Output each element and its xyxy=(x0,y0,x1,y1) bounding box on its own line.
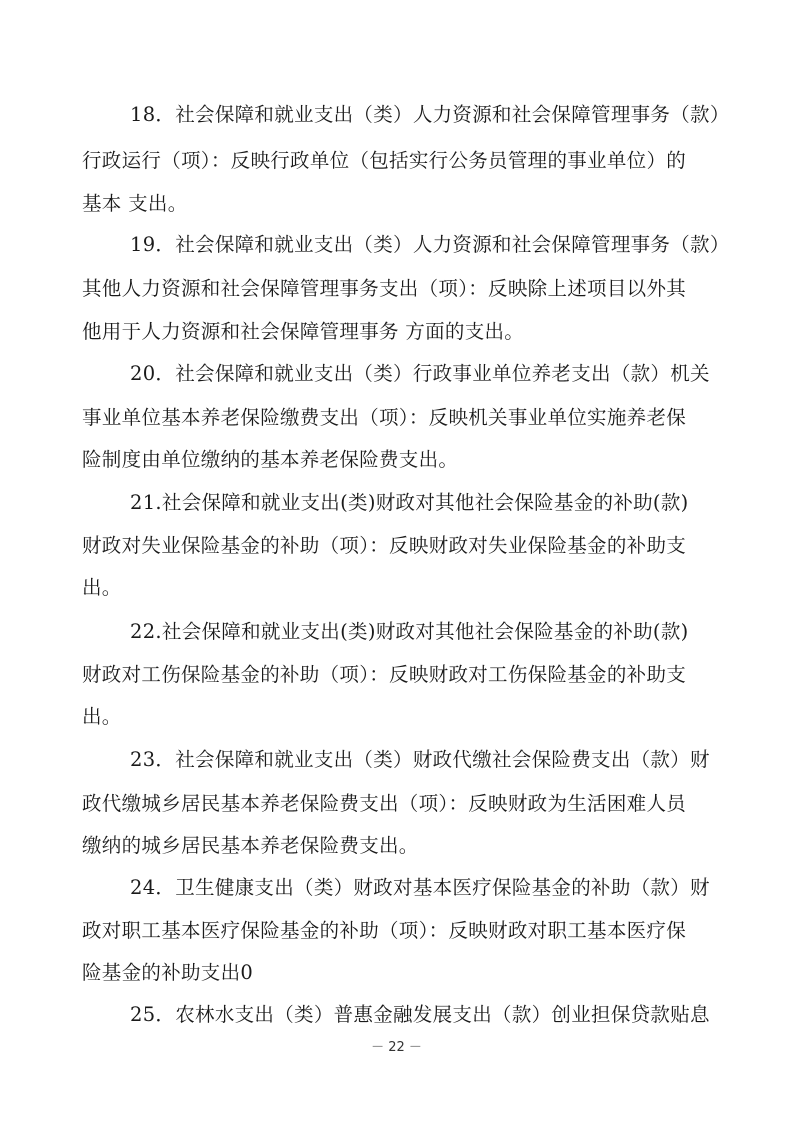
paragraph-line: 18．社会保障和就业支出（类）人力资源和社会保障管理事务（款） xyxy=(130,103,730,126)
paragraph-line: 21.社会保障和就业支出(类)财政对其他社会保险基金的补助(款) xyxy=(130,491,689,514)
paragraph-line: 其他人力资源和社会保障管理事务支出（项）：反映除上述项目以外其 xyxy=(82,277,687,300)
paragraph-line: 缴纳的城乡居民基本养老保险费支出。 xyxy=(82,834,419,857)
paragraph-line: 财政对失业保险基金的补助（项）：反映财政对失业保险基金的补助支 xyxy=(82,534,687,557)
paragraph-line: 政对职工基本医疗保险基金的补助（项）：反映财政对职工基本医疗保 xyxy=(82,919,687,942)
paragraph-line: 政代缴城乡居民基本养老保险费支出（项）：反映财政为生活困难人员 xyxy=(82,792,687,815)
paragraph-line: 财政对工伤保险基金的补助（项）：反映财政对工伤保险基金的补助支 xyxy=(82,663,687,686)
paragraph-line: 险基金的补助支出0 xyxy=(82,961,254,984)
paragraph-line: 24．卫生健康支出（类）财政对基本医疗保险基金的补助（款）财 xyxy=(130,876,710,899)
paragraph-line: 20．社会保障和就业支出（类）行政事业单位养老支出（款）机关 xyxy=(130,362,710,385)
paragraph-line: 基本 支出。 xyxy=(82,192,188,215)
paragraph-line: 险制度由单位缴纳的基本养老保险费支出。 xyxy=(82,448,459,471)
paragraph-line: 出。 xyxy=(82,576,122,599)
paragraph-line: 行政运行（项）：反映行政单位（包括实行公务员管理的事业单位）的 xyxy=(82,149,687,172)
paragraph-line: 19．社会保障和就业支出（类）人力资源和社会保障管理事务（款） xyxy=(130,233,730,256)
paragraph-line: 23．社会保障和就业支出（类）财政代缴社会保险费支出（款）财 xyxy=(130,748,710,771)
paragraph-line: 出。 xyxy=(82,705,122,728)
paragraph-line: 他用于人力资源和社会保障管理事务 方面的支出。 xyxy=(82,320,525,343)
paragraph-line: 25．农林水支出（类）普惠金融发展支出（款）创业担保贷款贴息 xyxy=(130,1003,710,1026)
paragraph-line: 事业单位基本养老保险缴费支出（项）：反映机关事业单位实施养老保 xyxy=(82,406,687,429)
page-number: － 22 － xyxy=(371,1040,422,1055)
paragraph-line: 22.社会保障和就业支出(类)财政对其他社会保险基金的补助(款) xyxy=(130,620,689,643)
